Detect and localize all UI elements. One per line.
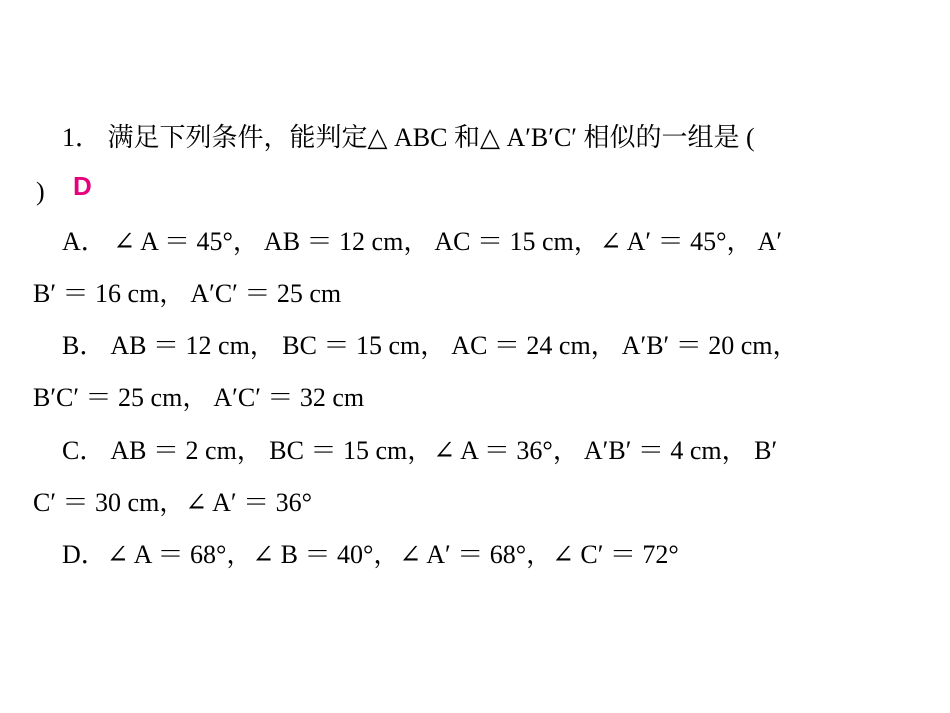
- option-a-line2: B′ ＝ 16 cm， A′C′ ＝ 25 cm: [33, 279, 342, 308]
- option-c-line1: C． AB ＝ 2 cm， BC ＝ 15 cm，∠ A ＝ 36°， A′B′ ＝ 4 cm， B′: [62, 436, 778, 465]
- option-a-line1: A． ∠ A ＝ 45°， AB ＝ 12 cm， AC ＝ 15 cm，∠ A′ ＝ 45°， A′: [62, 227, 783, 256]
- question-text: 1． 满足下列条件，能判定△ ABC 和△ A′B′C′ 相似的一组是 (: [62, 123, 755, 152]
- question-paren-close: ): [36, 177, 45, 206]
- option-b-line1: B． AB ＝ 12 cm， BC ＝ 15 cm， AC ＝ 24 cm， A′B′ ＝ 20 cm，: [62, 331, 799, 360]
- option-b-line2: B′C′ ＝ 25 cm， A′C′ ＝ 32 cm: [33, 383, 365, 412]
- option-d-line1: D．∠ A ＝ 68°，∠ B ＝ 40°，∠ A′ ＝ 68°，∠ C′ ＝ 72°: [62, 540, 679, 569]
- answer-label: D: [73, 171, 92, 201]
- option-c-line2: C′ ＝ 30 cm，∠ A′ ＝ 36°: [33, 488, 313, 517]
